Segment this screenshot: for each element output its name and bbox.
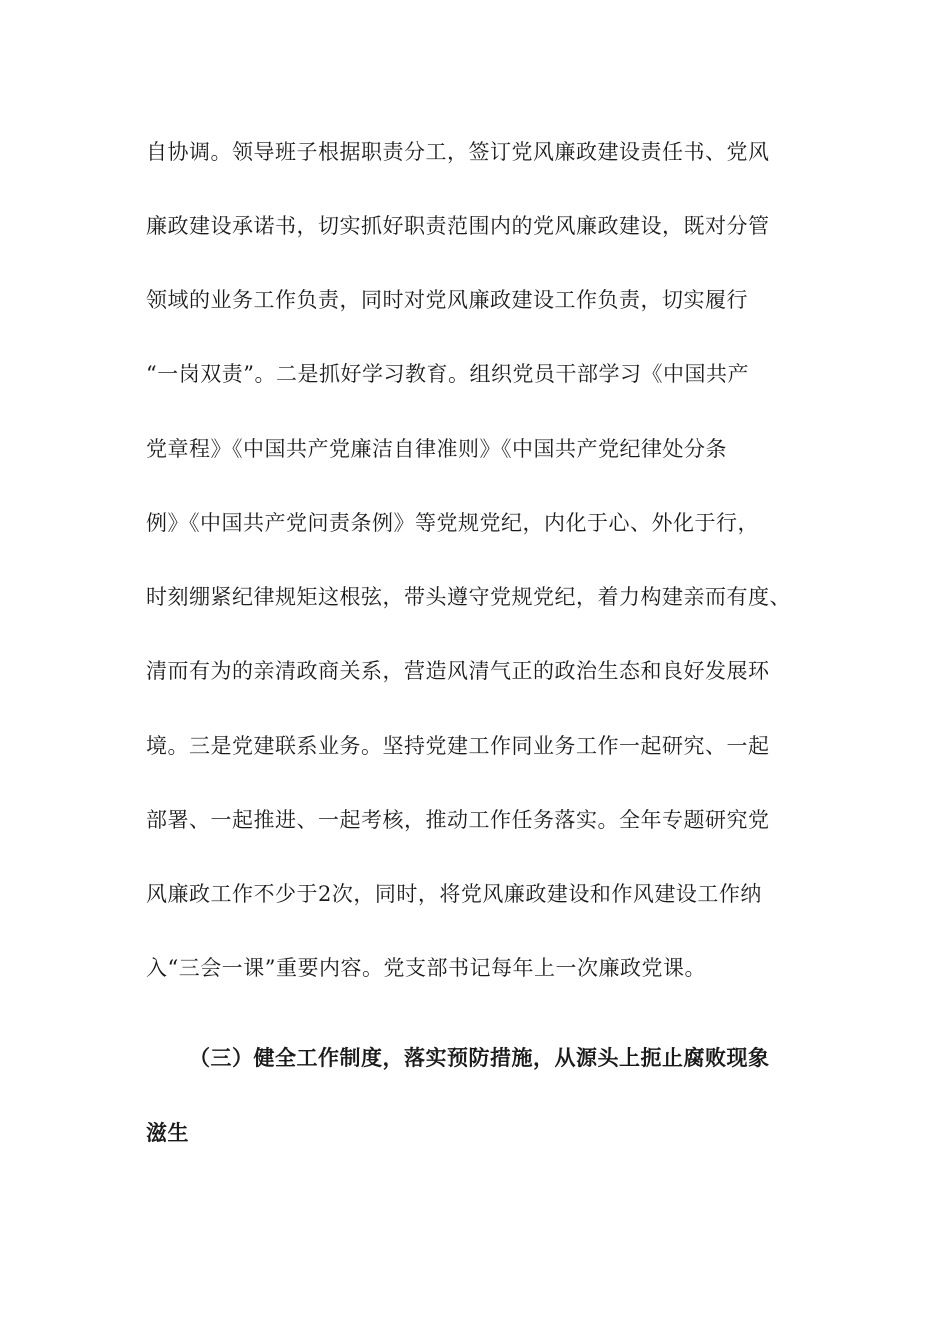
paragraph-line-5: 党章程》《中国共产党廉洁自律准则》《中国共产党纪律处分条 (146, 437, 727, 461)
paragraph-line-1: 自协调。领导班子根据职责分工，签订党风廉政建设责任书、党风 (146, 140, 770, 164)
paragraph-line-11: 风廉政工作不少于2次，同时，将党风廉政建设和作风建设工作纳 (146, 882, 762, 906)
paragraph-line-7: 时刻绷紧纪律规矩这根弦，带头遵守党规党纪，着力构建亲而有度、 (146, 585, 791, 609)
section-heading-line-1: （三）健全工作制度，落实预防措施，从源头上扼止腐败现象 (189, 1045, 770, 1070)
paragraph-line-3: 领域的业务工作负责，同时对党风廉政建设工作负责，切实履行 (146, 288, 748, 312)
paragraph-line-2: 廉政建设承诺书，切实抓好职责范围内的党风廉政建设，既对分管 (146, 214, 770, 238)
paragraph-line-10: 部署、一起推进、一起考核，推动工作任务落实。全年专题研究党 (146, 808, 770, 832)
paragraph-line-4: “一岗双责”。二是抓好学习教育。组织党员干部学习《中国共产 (146, 362, 749, 386)
section-heading-line-2: 滋生 (146, 1120, 189, 1145)
paragraph-line-8: 清而有为的亲清政商关系，营造风清气正的政治生态和良好发展环 (146, 659, 770, 683)
paragraph-line-12: 入“三会一课”重要内容。党支部书记每年上一次廉政党课。 (146, 956, 706, 980)
paragraph-line-6: 例》《中国共产党问责条例》等党规党纪，内化于心、外化于行， (146, 511, 759, 535)
paragraph-line-9: 境。三是党建联系业务。坚持党建工作同业务工作一起研究、一起 (146, 734, 770, 758)
